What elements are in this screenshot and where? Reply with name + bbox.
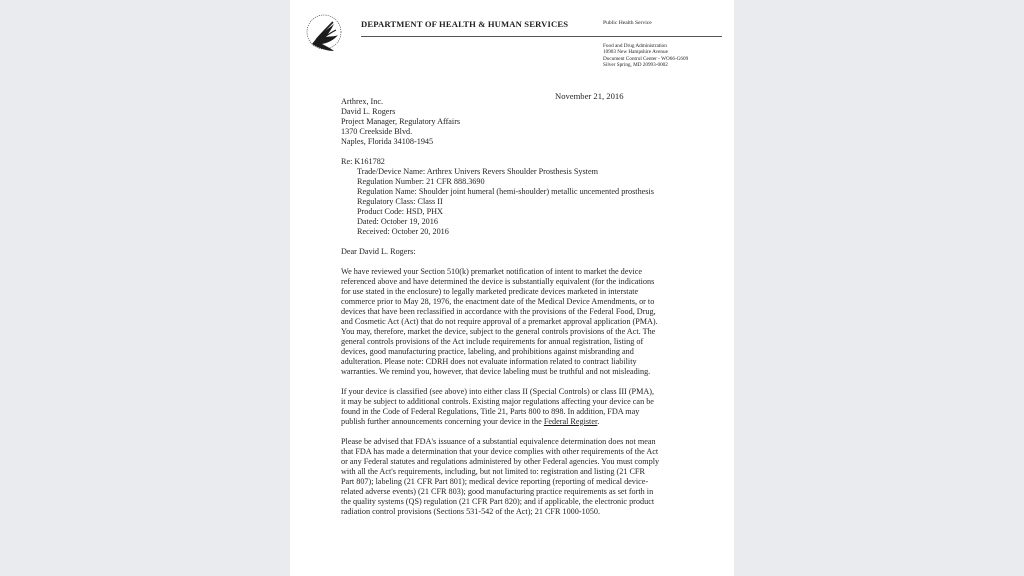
address-line: Food and Drug Administration: [603, 43, 667, 49]
recipient-line: Project Manager, Regulatory Affairs: [341, 117, 461, 126]
re-detail: Regulation Name: Shoulder joint humeral (hemi-shoulder) metallic uncemented prosthesis: [357, 187, 654, 196]
paragraph-classification: [341, 387, 686, 427]
paragraph-line: If your device is classified (see above) into either class II (Special Controls) or class III (PMA),: [341, 387, 655, 396]
fda-address: [603, 43, 688, 68]
hhs-seal-icon: [304, 10, 346, 58]
paragraph-line: commerce prior to May 28, 1976, the enactment date of the Medical Device Amendments, or to: [341, 297, 655, 306]
paragraph-line: radiation control provisions (Sections 531-542 of the Act); 21 CFR 1000-1050.: [341, 507, 601, 516]
paragraph-text: publish further announcements concerning your device in the: [341, 417, 544, 426]
recipient-line: David L. Rogers: [341, 107, 396, 116]
paragraph-line: referenced above and have determined the device is substantially equivalent (for the indications: [341, 277, 655, 286]
paragraph-line: adulteration. Please note: CDRH does not evaluate information related to contract liability: [341, 357, 637, 366]
paragraph-line: or any Federal statutes and regulations administered by other Federal agencies. You must comply: [341, 457, 660, 466]
address-line: 10903 New Hampshire Avenue: [603, 49, 668, 56]
paragraph-line: [341, 417, 686, 427]
re-detail: Regulatory Class: Class II: [357, 197, 443, 206]
recipient-line: Arthrex, Inc.: [341, 97, 384, 106]
paragraph-line: it may be subject to additional controls. Existing major regulations affecting your device can be: [341, 397, 654, 406]
paragraph-line: and Cosmetic Act (Act) that do not require approval of a premarket approval application (PMA).: [341, 317, 658, 326]
paragraph-line: Part 807); labeling (21 CFR Part 801); medical device reporting (reporting of medical device-: [341, 477, 649, 486]
paragraph-line: Please be advised that FDA's issuance of a substantial equivalence determination does not mean: [341, 437, 656, 446]
letter-date: November 21, 2016: [555, 91, 624, 101]
re-block: [341, 157, 686, 237]
paragraph-line: warranties. We remind you, however, that device labeling must be truthful and not misleading.: [341, 367, 651, 376]
paragraph-line: general controls provisions of the Act include requirements for annual registration, listing of: [341, 337, 644, 346]
re-detail: Trade/Device Name: Arthrex Univers Revers Shoulder Prosthesis System: [357, 167, 598, 176]
recipient-line: 1370 Creekside Blvd.: [341, 127, 413, 136]
public-health-service: Public Health Service: [603, 20, 652, 26]
re-line: Re: K161782: [341, 157, 385, 166]
paragraph-line: devices that have been reclassified in accordance with the provisions of the Federal Food, Drug,: [341, 307, 656, 316]
letter-page: [290, 0, 734, 576]
federal-register-link[interactable]: Federal Register: [543, 417, 598, 426]
paragraph-line: that FDA has made a determination that your device complies with other requirements of the Act: [341, 447, 659, 456]
paragraph-equivalence: [341, 267, 686, 377]
re-detail: Regulation Number: 21 CFR 888.3690: [357, 177, 485, 186]
paragraph-line: We have reviewed your Section 510(k) premarket notification of intent to market the device: [341, 267, 643, 276]
recipient-line: Naples, Florida 34108-1945: [341, 137, 434, 146]
paragraph-line: found in the Code of Federal Regulations, Title 21, Parts 800 to 898. In addition, FDA may: [341, 407, 640, 416]
recipient-block: [341, 97, 686, 147]
letter-body: [341, 97, 686, 517]
address-line: Document Control Center - WO66-G609: [603, 55, 689, 62]
re-detail: Dated: October 19, 2016: [357, 217, 438, 226]
header-divider: [361, 36, 722, 37]
address-line: Silver Spring, MD 20993-0002: [603, 61, 668, 68]
paragraph-line: related adverse events) (21 CFR 803); good manufacturing practice requirements as set forth in: [341, 487, 654, 496]
salutation: Dear David L. Rogers:: [341, 247, 416, 256]
paragraph-advisory: [341, 437, 686, 517]
paragraph-line: the quality systems (QS) regulation (21 CFR Part 820); and if applicable, the electronic product: [341, 497, 655, 506]
re-detail: Product Code: HSD, PHX: [357, 207, 443, 216]
paragraph-line: with all the Act's requirements, including, but not limited to: registration and listing (21 CFR: [341, 467, 645, 476]
re-detail: Received: October 20, 2016: [357, 227, 449, 236]
paragraph-line: You may, therefore, market the device, subject to the general controls provisions of the Act. The: [341, 327, 656, 336]
department-name: DEPARTMENT OF HEALTH & HUMAN SERVICES: [361, 19, 569, 29]
paragraph-line: devices, good manufacturing practice, labeling, and prohibitions against misbranding and: [341, 347, 634, 356]
paragraph-text: .: [597, 417, 600, 426]
paragraph-line: for use stated in the enclosure) to legally marketed predicate devices marketed in interstate: [341, 287, 639, 296]
